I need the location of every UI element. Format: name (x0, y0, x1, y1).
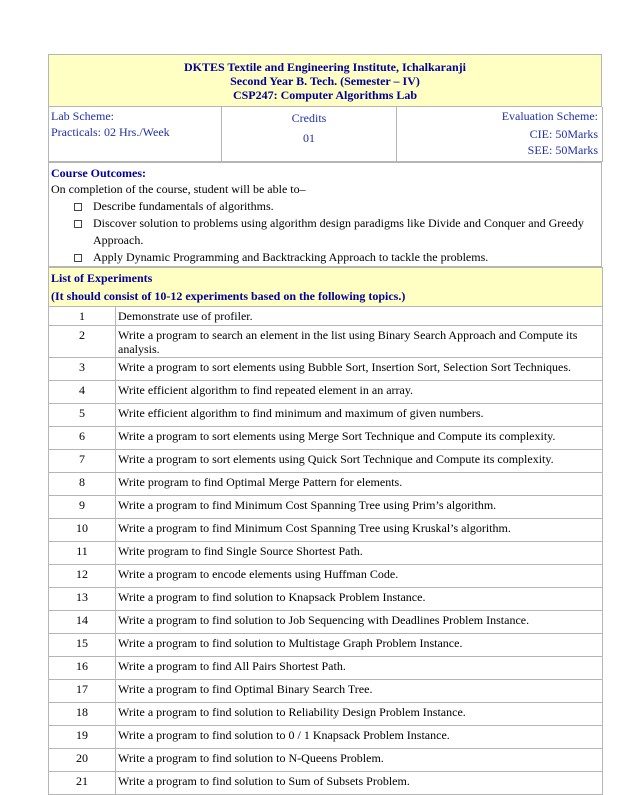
experiment-number: 13 (49, 588, 116, 611)
table-row (49, 634, 603, 657)
experiment-text: Write a program to find solution to 0 / 1 Knapsack Problem Instance. (116, 726, 603, 749)
outcomes-table (48, 162, 602, 267)
table-row (49, 427, 603, 450)
experiment-text: Write a program to sort elements using Bubble Sort, Insertion Sort, Selection Sort Techniques. (116, 358, 603, 381)
outcome-item: Apply Dynamic Programming and Backtracking Approach to tackle the problems. (73, 249, 599, 266)
table-row (49, 565, 603, 588)
table-row (49, 496, 603, 519)
syllabus-page (48, 54, 602, 795)
course-outcomes-intro: On completion of the course, student will be able to– (51, 182, 306, 196)
experiments-subtitle: (It should consist of 10-12 experiments based on the following topics.) (51, 289, 406, 303)
experiment-number: 6 (49, 427, 116, 450)
experiment-text: Write a program to find Minimum Cost Spanning Tree using Kruskal’s algorithm. (116, 519, 603, 542)
experiment-text: Write program to find Single Source Shortest Path. (116, 542, 603, 565)
lab-scheme-cell (49, 107, 222, 162)
outcome-item: Discover solution to problems using algorithm design paradigms like Divide and Conquer and Greedy Approach. (73, 215, 599, 249)
experiment-number: 19 (49, 726, 116, 749)
experiment-number: 4 (49, 381, 116, 404)
experiment-number: 8 (49, 473, 116, 496)
table-row (49, 749, 603, 772)
experiment-number: 7 (49, 450, 116, 473)
course-outcomes-section (49, 163, 602, 267)
table-row (49, 657, 603, 680)
header-table (48, 54, 602, 107)
evaluation-scheme-cell (397, 107, 603, 162)
experiment-text: Write program to find Optimal Merge Pattern for elements. (116, 473, 603, 496)
cie-marks: CIE: 50Marks (529, 127, 598, 141)
table-row (49, 726, 603, 749)
experiments-table (48, 267, 603, 795)
credits-cell (222, 107, 397, 162)
experiment-number: 2 (49, 326, 116, 358)
scheme-table (48, 107, 603, 162)
experiment-number: 1 (49, 307, 116, 326)
course-outcomes-list (51, 198, 599, 266)
experiment-text: Write a program to sort elements using Merge Sort Technique and Compute its complexity. (116, 427, 603, 450)
experiment-text: Write a program to find Minimum Cost Spanning Tree using Prim’s algorithm. (116, 496, 603, 519)
table-row (49, 703, 603, 726)
credits-value: 01 (303, 131, 315, 145)
experiment-number: 11 (49, 542, 116, 565)
experiment-number: 21 (49, 772, 116, 795)
evaluation-scheme-label: Evaluation Scheme: (501, 109, 598, 123)
experiment-number: 12 (49, 565, 116, 588)
table-row (49, 381, 603, 404)
experiment-text: Demonstrate use of profiler. (116, 307, 603, 326)
experiment-number: 9 (49, 496, 116, 519)
course-outcomes-title: Course Outcomes: (51, 166, 146, 180)
experiment-number: 15 (49, 634, 116, 657)
credits-label: Credits (291, 111, 327, 125)
lab-scheme-label: Lab Scheme: (51, 109, 114, 123)
experiments-heading (49, 268, 603, 307)
experiment-number: 18 (49, 703, 116, 726)
table-row (49, 450, 603, 473)
experiment-text: Write a program to sort elements using Quick Sort Technique and Compute its complexity. (116, 450, 603, 473)
experiment-text: Write a program to find All Pairs Shortest Path. (116, 657, 603, 680)
experiment-text: Write a program to find solution to Job Sequencing with Deadlines Problem Instance. (116, 611, 603, 634)
table-row (49, 680, 603, 703)
experiment-number: 20 (49, 749, 116, 772)
experiment-text: Write a program to find solution to Sum of Subsets Problem. (116, 772, 603, 795)
experiment-text: Write a program to search an element in the list using Binary Search Approach and Compute its analysis. (116, 326, 603, 358)
lab-scheme-value: Practicals: 02 Hrs./Week (51, 125, 170, 139)
table-row (49, 588, 603, 611)
experiment-text: Write a program to find solution to N-Queens Problem. (116, 749, 603, 772)
experiment-text: Write a program to find solution to Reliability Design Problem Instance. (116, 703, 603, 726)
program-name: Second Year B. Tech. (Semester – IV) (230, 74, 420, 88)
outcome-item: Describe fundamentals of algorithms. (73, 198, 599, 215)
experiment-text: Write a program to find solution to Multistage Graph Problem Instance. (116, 634, 603, 657)
experiments-title: List of Experiments (51, 271, 153, 285)
experiment-text: Write efficient algorithm to find minimum and maximum of given numbers. (116, 404, 603, 427)
course-header (49, 55, 602, 107)
course-title: CSP247: Computer Algorithms Lab (232, 88, 418, 102)
experiment-text: Write a program to find Optimal Binary Search Tree. (116, 680, 603, 703)
experiment-number: 16 (49, 657, 116, 680)
institute-name: DKTES Textile and Engineering Institute, Ichalkaranji (183, 60, 467, 74)
experiment-number: 14 (49, 611, 116, 634)
experiment-text: Write a program to encode elements using Huffman Code. (116, 565, 603, 588)
experiment-number: 17 (49, 680, 116, 703)
table-row (49, 519, 603, 542)
experiment-number: 3 (49, 358, 116, 381)
table-row (49, 326, 603, 358)
see-marks: SEE: 50Marks (527, 143, 598, 157)
experiment-number: 10 (49, 519, 116, 542)
table-row (49, 307, 603, 326)
table-row (49, 611, 603, 634)
table-row (49, 473, 603, 496)
experiment-number: 5 (49, 404, 116, 427)
table-row (49, 358, 603, 381)
table-row (49, 404, 603, 427)
experiment-text: Write a program to find solution to Knapsack Problem Instance. (116, 588, 603, 611)
experiment-text: Write efficient algorithm to find repeated element in an array. (116, 381, 603, 404)
table-row (49, 772, 603, 795)
table-row (49, 542, 603, 565)
